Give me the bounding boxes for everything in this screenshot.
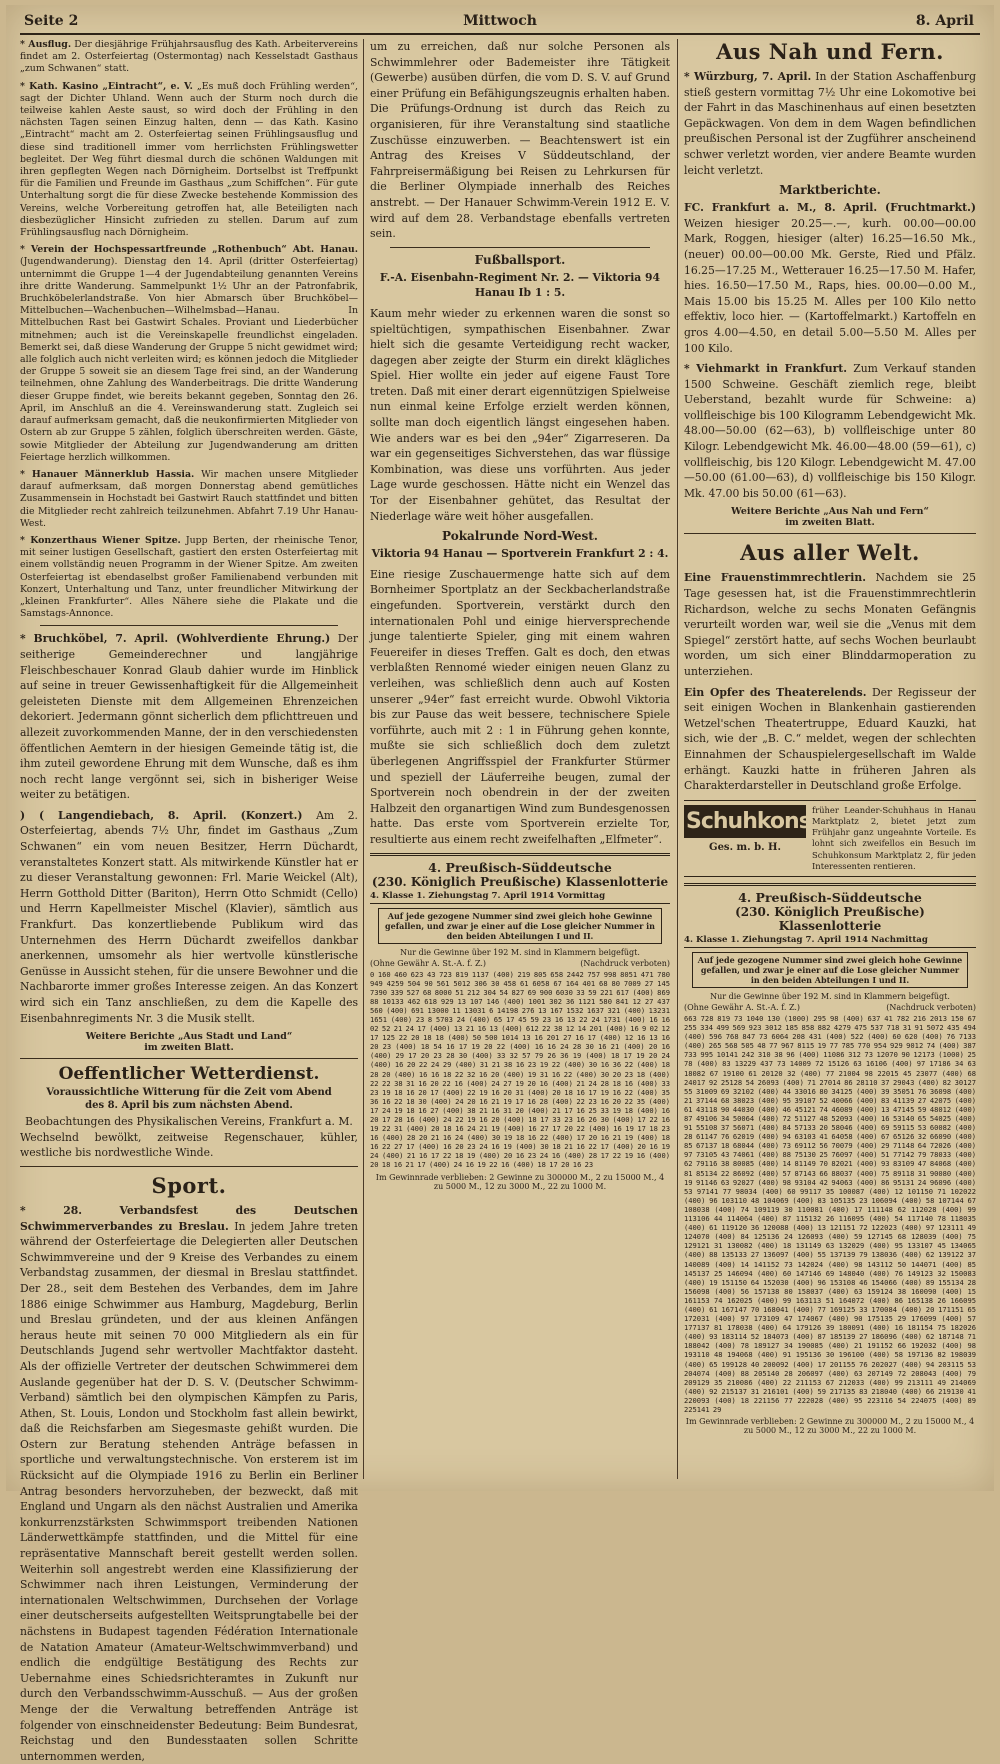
weekday: Mittwoch xyxy=(463,13,537,29)
divider xyxy=(684,533,976,534)
lottery-class-line: 4. Klasse 1. Ziehungstag 7. April 1914 Vormittag xyxy=(370,891,670,904)
near-far-title: Aus Nah und Fern. xyxy=(716,39,944,64)
article-suffragette: Eine Frauenstimmrechtlerin. Nachdem sie 25 Tage gesessen hat, ist die Frauenstimmrechtlerin Richardson, welche zu sechs Monaten Gefängnis verurteilt worden war, weil sie die „Venus mit dem Spiegel“ zerstört hatte, auf sechs Wochen beurlaubt worden, um sich einer Blinddarmoperation zu unterziehen. xyxy=(684,571,976,678)
market-title: Marktberichte. xyxy=(779,183,881,198)
world-section-title: Aus aller Welt. xyxy=(740,540,920,566)
divider xyxy=(40,625,338,626)
local-notices xyxy=(20,39,358,620)
lottery-notice-box: Auf jede gezogene Nummer sind zwei gleich hohe Gewinne gefallen, und zwar je einer auf die Lose gleicher Nummer in den beiden Abteilungen I und II. xyxy=(378,908,662,944)
newspaper-page xyxy=(6,5,994,1763)
more-reports-note: Weitere Berichte „Aus Nah und Fern“ im zweiten Blatt. xyxy=(731,506,929,529)
article-langendiebach: ) ( Langendiebach, 8. April. (Konzert.) Am 2. Osterfeiertag, abends 7½ Uhr, findet im Gasthaus „Zum Schwanen“ ein vom neuen Besitzer, Herrn Düchardt, veranstaltetes Konzert statt. Als mitwirkende Künstler hat er zu dieser Veranstaltung gewonnen: Frl. Marie Weickel (Alt), Herrn Gotthold Ditter (Bariton), Herrn Otto Schmidt (Cello) und Herrn Kapellmeister Mischel (Klavier), sämtlich aus Frankfurt. Das konzertliebende Publikum wird das Unternehmen des Herrn Düchardt zweifellos dankbar anerkennen, umsomehr als hier wertvolle künstlerische Genüsse in Aussicht stehen, für die unsere Bewohner und die Nachbarorte immer großes Interesse zeigen. An das Konzert wird sich ein Tanz anschließen, zu dem die Kapelle des Eisenbahnregiments Nr. 3 die Musik stellt. xyxy=(20,808,358,1025)
sport-article: * 28. Verbandsfest des Deutschen Schwimmerverbandes zu Breslau. In jedem Jahre treten während der Osterfeiertage die Delegierten aller Deutschen Schwimmvereine und der 9 Kreise des Verbandes zu einem Verbandstag zusammen, der diesmal in Breslau stattfindet. Der 28., seit dem Bestehen des Verbandes, dem im Jahre 1886 einige Schwimmer aus Hamburg, Magdeburg, Berlin und Breslau gründeten, und der aus kleinen Anfängen heraus heute mit seinen 70 000 Mitgliedern als ein für Deutschlands Jugend sehr wertvoller Machtfaktor dasteht. Als der offizielle Vertreter der deutschen Schwimmerei dem Auslande gegenüber hat der D. S. V. (Deutscher Schwimm-Verband) sämtlich bei den olympischen Kämpfen zu Paris, Athen, St. Louis, London und Stockholm fast allein bewirkt, daß die Reichsfarben am Siegesmaste gehißt wurden. Die Ostern zur Beratung stehenden Anträge befassen in sportliche und verwaltungstechnische. Von ersterem ist im Rücksicht auf die Olympiade 1916 zu Berlin ein Berliner Antrag besonders hervorzuheben, der bezweckt, daß mit England und Ungarn als den nächst Australien und Amerika konkurrenzstärksten Schwimmsport treibenden Nationen Länderwettkämpfe stattfinden, und die Mittel für eine repräsentative Mannschaft bereit gestellt werden sollen. Weiterhin soll angestrebt werden eine Klassifizierung der Schwimmer nach ihren Leistungen, Verminderung der internationalen Weltschwimmen, Durchsehen der Vorlage einer deutscherseits aufgestellten Weitsprungtabelle bei der nächstens in Budapest tagenden Fédération Internationale de Natation Amateur (Amateur-Weltschwimmverband) und endlich die endgültige Bestätigung des Rechts zur Uebernahme eines Schiedsrichteramtes in Zukunft nur durch den Verbandsschwimm-Ausschuß. — Aus der großen Menge der die Verwaltung betreffenden Anträge ist folgender von einschneidenster Bedeutung: Beim Bundesrat, Reichstag und den Bundesstaaten sollen Schritte unternommen werden, xyxy=(20,1203,358,1763)
column-rule-2 xyxy=(677,39,678,1479)
lottery-numbers: 663 728 819 73 1040 130 (1000) 295 98 (400) 637 41 782 216 2013 150 67 255 334 499 569 923 3012 185 858 882 4279 475 537 718 31 91 5072 435 494 (400) 596 768 847 73 6064 208 431 (400) 522 (400) 60 620 (400) 76 7133 (400) 265 568 505 48 77 967 8115 19 77 785 770 954 929 9012 74 (400) 387 733 995 10141 242 310 38 96 (400) 11086 312 73 12070 90 12173 (1000) 25 78 (400) 83 13229 437 73 14009 72 15126 63 16106 (400) 97 17186 34 63 18082 67 19100 61 20120 32 (400) 77 21004 98 22015 45 23077 (400) 68 24017 92 25128 54 26093 (400) 71 27014 86 28110 37 29043 (400) 82 30127 55 31009 69 32102 (400) 44 33016 80 34125 (400) 39 35051 76 36098 (400) 21 37144 68 38023 (400) 95 39107 52 40066 (400) 83 41139 27 42075 (400) 61 43118 90 44030 (400) 46 45121 74 46089 (400) 13 47145 59 48012 (400) 87 49106 34 50064 (400) 72 51127 48 52093 (400) 16 53140 65 54025 (400) 91 55108 37 56071 (400) 84 57133 20 58046 (400) 69 59115 53 60082 (400) 28 61147 76 62019 (400) 94 63103 41 64058 (400) 67 65126 32 66090 (400) 85 67137 18 68044 (400) 73 69112 56 70079 (400) 29 71148 64 72026 (400) 97 73105 43 74061 (400) 88 75130 25 76097 (400) 51 77142 79 78033 (400) 62 79116 38 80085 (400) 14 81149 70 82021 (400) 93 83109 47 84068 (400) 81 85134 22 86092 (400) 57 87143 66 88037 (400) 75 89118 31 90080 (400) 19 91146 63 92027 (400) 98 93104 42 94063 (400) 86 95131 24 96096 (400) 53 97141 77 98034 (400) 60 99117 35 100087 (400) 12 101150 71 102022 (400) 96 103110 48 104069 (400) 83 105135 23 106094 (400) 58 107144 67 108038 (400) 74 109119 30 110081 (400) 17 111148 62 112028 (400) 99 113106 44 114064 (400) 87 115132 26 116095 (400) 54 117140 78 118035 (400) 61 119120 36 120088 (400) 13 121151 72 122023 (400) 97 123111 49 124070 (400) 84 125136 24 126093 (400) 59 127145 68 128039 (400) 75 129121 31 130082 (400) 18 131149 63 132029 (400) 95 133107 45 134065 (400) 88 135133 27 136097 (400) 55 137139 79 138036 (400) 62 139122 37 140089 (400) 14 141152 73 142024 (400) 98 143112 50 144071 (400) 85 145137 25 146094 (400) 60 147146 69 148040 (400) 76 149123 32 150083 (400) 19 151150 64 152030 (400) 96 153108 46 154066 (400) 89 155134 28 156098 (400) 56 157138 80 158037 (400) 63 159124 38 160090 (400) 15 161153 74 162025 (400) 99 163113 51 164072 (400) 86 165138 26 166095 (400) 61 167147 70 168041 (400) 77 169125 33 170084 (400) 20 171151 65 172031 (400) 97 173109 47 174067 (400) 90 175135 29 176099 (400) 57 177137 81 178038 (400) 64 179126 39 180091 (400) 16 181154 75 182026 (400) 93 183114 52 184073 (400) 87 185139 27 186096 (400) 62 187148 71 188042 (400) 78 189127 34 190085 (400) 21 191152 66 192032 (400) 98 193110 48 194068 (400) 91 195136 30 196100 (400) 58 197136 82 198039 (400) 65 199128 40 200092 (400) 17 201155 76 202027 (400) 94 203115 53 204074 (400) 88 205140 28 206097 (400) 63 207149 72 208043 (400) 79 209129 35 210086 (400) 22 211153 67 212033 (400) 99 213111 49 214069 (400) 92 215137 31 216101 (400) 59 217135 83 218040 (400) 66 219130 41 220093 (400) 18 221156 77 222028 (400) 95 223116 54 224075 (400) 89 225141 29 xyxy=(684,1013,976,1414)
article-bruchkoebel: * Bruchköbel, 7. April. (Wohlverdiente Ehrung.) Der seitherige Gemeinderechner und langjährige Fleischbeschauer Konrad Glaub dahier wurde im Hinblick auf seine in treuer Gewissenhaftigkeit für die Allgemeinheit geleisteten Dienste mit dem Allgemeinen Ehrenzeichen dekoriert. Jedermann gönnt sicherlich dem pflichttreuen und allezeit zuvorkommenden Manne, der in den verschiedensten öffentlichen Aemtern in der hiesigen Gemeinde tätig ist, die ihm zuteil gewordene Ehrung mit dem Wunsche, daß es ihm noch recht lange vergönnt sei, sich in bisheriger Weise weiter zu betätigen. xyxy=(20,632,358,802)
regional-news xyxy=(20,631,358,1026)
weather-title: Oeffentlicher Wetterdienst. xyxy=(58,1064,320,1085)
article-wuerzburg: * Würzburg, 7. April. In der Station Aschaffenburg stieß gestern vormittag 7½ Uhr eine Lokomotive bei der Fahrt in das Maschinenhaus auf einen besetzten Gepäckwagen. Von dem in dem Wagen befindlichen preußischen Personal ist der Zugführer anscheinend schwer verletzt worden, vier andere Beamte wurden leicht verletzt. xyxy=(684,70,976,177)
football-report-1: Kaum mehr wieder zu erkennen waren die sonst so spieltüchtigen, sympathischen Eisenbahner. Zwar hielt sich die gesamte Verteidigung recht wacker, dagegen aber zeigte der Sturm ein direkt klägliches Spiel. Hier wollte ein jeder auf eigene Faust Tore treten. Daß mit einer derart eigennützigen Spielweise nun einmal keine Erfolge erzielt werden können, sollte man doch eigentlich längst eingesehen haben. Wie anders war es bei den „94er“ Zigarreseren. Da war ein gegenseitiges Sichverstehen, das war flüssige Kombination, was diese uns vorführten. Aus jeder Lage wurde geschossen. Hätte nicht ein Wenzel das Tor der Eisenbahner gehütet, das Resultat der Niederlage wäre weit höher ausgefallen. xyxy=(370,306,670,523)
running-header xyxy=(20,11,980,35)
divider xyxy=(20,1058,358,1059)
cup-round-title: Pokalrunde Nord-West. xyxy=(442,529,598,544)
notice-item: * Kath. Kasino „Eintracht“, e. V. „Es muß doch Frühling werden“, sagt der Dichter Uhland. Wenn auch der Sturm noch durch die teilweise kahlen Aeste saust, so wird doch der Frühling in den nächsten Tagen seinen Einzug halten, denn — das Kath. Kasino „Eintracht“ macht am 2. Osterfeiertag seinen Frühlingsausflug und diese sind traditionell immer vom herrlichsten Frühlingswetter begleitet. Der Weg führt diesmal durch die schönen Waldungen mit ihren gepflegten Wegen nach Dörnigheim. Dortselbst ist Treffpunkt für die Familien und Freunde im Gasthaus „zum Schiffchen“. Für gute Unterhaltung sorgt die für diese Zwecke bestehende Kommission des Vereins, welche Vorbereitung getroffen hat, alle Beteiligten nach diesbezüglicher Hinsicht zufrieden zu stellen. Darum auf zum Frühlingsausflug nach Dörnigheim. xyxy=(20,80,358,239)
sport-section-title: Sport. xyxy=(151,1172,227,1198)
page-number: Seite 2 xyxy=(24,13,79,29)
lottery-numbers: 0 160 460 623 43 723 819 1137 (400) 219 805 658 2442 757 998 8051 471 780 949 4259 504 90 561 5012 306 30 458 61 6058 67 164 401 68 80 7009 27 145 7390 339 527 68 8000 51 212 304 54 827 69 900 6030 33 59 221 617 (400) 869 88 10133 462 618 929 13 107 146 (400) 1001 302 36 1121 580 841 12 27 437 560 (400) 691 13000 11 13031 6 14198 276 13 167 1532 1637 321 (400) 13231 1651 (400) 23 8 5703 24 (400) 65 17 45 59 23 16 13 22 24 1731 (400) 16 16 02 52 21 24 17 (400) 13 21 16 13 (400) 612 22 38 12 14 201 (400) 16 9 02 12 17 125 22 20 18 18 (400) 50 500 1014 13 16 201 27 16 17 (400) 12 16 13 16 20 23 (400) 18 54 16 17 19 20 22 (400) 16 16 24 28 30 16 21 (400) 20 16 (400) 29 17 20 23 28 30 (400) 33 32 57 79 26 36 19 (400) 18 17 19 20 24 (400) 16 20 22 24 29 (400) 31 21 38 16 23 19 22 (400) 30 16 36 22 (400) 18 28 20 (400) 16 16 18 22 32 16 20 (400) 19 31 16 22 (400) 30 20 23 18 (400) 22 22 38 31 16 20 22 16 (400) 24 27 19 20 16 (400) 21 24 28 18 16 (400) 33 23 19 18 16 20 17 (400) 22 19 16 20 31 (400) 20 18 16 17 19 16 22 (400) 35 36 16 22 18 30 (400) 24 20 16 21 19 17 16 28 (400) 22 23 16 20 22 35 (400) 17 24 19 18 16 27 (400) 38 21 16 31 20 (400) 21 17 16 25 33 19 18 (400) 16 20 17 28 16 (400) 24 22 19 16 20 (400) 18 17 33 23 16 26 30 (400) 17 22 16 19 22 31 (400) 20 18 16 24 21 19 (400) 16 27 17 20 22 (400) 16 19 17 18 23 16 (400) 28 20 21 16 24 (400) 30 19 18 16 22 (400) 17 20 16 21 19 (400) 18 16 22 27 17 (400) 16 20 23 24 16 19 (400) 30 18 21 16 22 17 (400) 20 16 19 24 (400) 21 16 17 22 18 19 (400) 20 16 23 24 16 (400) 28 17 22 19 16 (400) 20 18 16 21 17 (400) 24 16 19 22 16 (400) 18 17 20 16 23 xyxy=(370,969,670,1170)
notice-item: * Ausflug. Der diesjährige Frühjahrsausflug des Kath. Arbeitervereins findet am 2. Osterfeiertag (Ostermontag) nach Kesselstadt Gasthaus „zum Schwanen“ statt. xyxy=(20,39,358,75)
divider xyxy=(390,247,650,248)
lottery-notice-box: Auf jede gezogene Nummer sind zwei gleich hohe Gewinne gefallen, und zwar je einer auf die Lose gleicher Nummer in den beiden Abteilungen I und II. xyxy=(692,952,968,988)
column-1 xyxy=(20,39,359,1763)
lottery-footer: Im Gewinnrade verblieben: 2 Gewinne zu 300000 M., 2 zu 15000 M., 4 zu 5000 M., 12 zu 3000 M., 22 zu 1000 M. xyxy=(685,1417,975,1436)
weather-forecast: Wechselnd bewölkt, zeitweise Regenschauer, kühler, westliche bis nordwestliche Winde. xyxy=(20,1130,358,1160)
cattle-market: * Viehmarkt in Frankfurt. Zum Verkauf standen 1500 Schweine. Geschäft ziemlich rege, bleibt Ueberstand, bezahlt wurde für Schweine: a) vollfleischige bis 100 Kilogramm Lebendgewicht Mk. 48.00—50.00 (62—63), b) vollfleischige unter 80 Kilogr. Lebendgewicht Mk. 46.00—48.00 (59—61), c) vollfleischig, bis 120 Kilogr. Lebendgewicht M. 47.00—50.00 (61.00—63), d) vollfleischige bis 150 Kilogr. Mk. 47.00 bis 50.00 (61—63). xyxy=(684,362,976,500)
football-match-2: Viktoria 94 Hanau — Sportverein Frankfurt 2 : 4. xyxy=(371,547,669,561)
notice-item: * Hanauer Männerklub Hassia. Wir machen unsere Mitglieder darauf aufmerksam, daß morgen Donnerstag abend gemütliches Zusammensein in Hochstadt bei Gastwirt Rauch stattfindet und bitten die Mitglieder recht zahlreich teilzunehmen. Abfahrt 7.19 Uhr Hanau-West. xyxy=(20,468,359,529)
lottery-class-line: 4. Klasse 1. Ziehungstag 7. April 1914 Nachmittag xyxy=(684,935,976,948)
column-3 xyxy=(684,39,976,1481)
column-rule-1 xyxy=(363,39,364,1479)
football-report-2: Eine riesige Zuschauermenge hatte sich auf dem Bornheimer Sportplatz an der Seckbacherlandstraße eingefunden. Sportverein, verstärkt durch den internationalen Pohl und einige hierversprechende junge talentierte Spieler, ging mit einem wahren Feuereifer in dieses Treffen. Galt es doch, den etwas verblaßten Rennomé wieder einigen neuen Glanz zu verleihen, was schließlich denn auch auf Kosten unserer „94er“ fast erreicht wurde. Obwohl Viktoria bis zur Pause das weit bessere, technischere Spiele vorführte, auch mit 2 : 1 in Führung gehen konnte, mußte sie sich schließlich doch dem zuletzt überlegenen Angriffsspiel der Frankfurter Stürmer und speziell der Läuferreihe beugen, zumal der Sportverein noch obendrein in der der zweiten Halbzeit den organartigen Wind zum Bundesgenossen hatte. Das erste vom Sportverein erzielte Tor, resultierte aus einem recht zweifelhaften „Elfmeter“. xyxy=(370,567,670,846)
lottery-afternoon: 4. Preußisch-Süddeutsche (230. Königlich Preußische) Klassenlotterie 4. Klasse 1. Ziehungstag 7. April 1914 Nachmittag Auf jede gezogene Nummer sind zwei gleich hohe Gewinne gefallen, und zwar je einer auf die Lose gleicher Nummer in den beiden Abteilungen I und II. Nur die Gewinne über 192 M. sind in Klammern beigefügt. (Ohne Gewähr A. St.-A. f. Z.) (Nachdruck verboten) 663 728 819 73 1040 130 (1000) 295 98 (400) 637 41 782 216 2013 150 67 255 334 499 569 923 3012 185 858 882 4279 475 537 718 31 91 5072 435 494 (400) 596 768 847 73 6064 208 431 (400) 522 (400) 60 620 (400) 76 7133 (400) 265 568 505 48 77 967 8115 19 77 785 770 954 929 9012 74 (400) 387 733 995 10141 242 310 38 96 (400) 11086 312 73 12070 90 12173 (1000) 25 78 (400) 83 13229 437 73 14009 72 15126 63 16106 (400) 97 17186 34 63 18082 67 19100 61 20120 32 (400) 77 21004 98 22015 45 23077 (400) 68 24017 92 25128 54 26093 (400) 71 27014 86 28110 37 29043 (400) 82 30127 55 31009 69 32102 (400) 44 33016 80 34125 (400) 39 35051 76 36098 (400) 21 37144 68 38023 (400) 95 39107 52 40066 (400) 83 41139 27 42075 (400) 61 43118 90 44030 (400) 46 45121 74 46089 (400) 13 47145 59 48012 (400) 87 49106 34 50064 (400) 72 51127 48 52093 (400) 16 53140 65 54025 (400) 91 55108 37 56071 (400) 84 57133 20 58046 (400) 69 59115 53 60082 (400) 28 61147 76 62019 (400) 94 63103 41 64058 (400) 67 65126 32 66090 (400) 85 67137 18 68044 (400) 73 69112 56 70079 (400) 29 71148 64 72026 (400) 97 73105 43 74061 (400) 88 75130 25 76097 (400) 51 77142 79 78033 (400) 62 79116 38 80085 (400) 14 81149 70 82021 (400) 93 83109 47 84068 (400) 81 85134 22 86092 (400) 57 87143 66 88037 (400) 75 89118 31 90080 (400) 19 91146 63 92027 (400) 98 93104 42 94063 (400) 86 95131 24 96096 (400) 53 97141 77 98034 (400) 60 99117 35 100087 (400) 12 101150 71 102022 (400) 96 103110 48 104069 (400) 83 105135 23 106094 (400) 58 107144 67 108038 (400) 74 109119 30 110081 (400) 17 111148 62 112028 (400) 99 113106 44 114064 (400) 87 115132 26 116095 (400) 54 117140 78 118035 (400) 61 119120 36 120088 (400) 13 121151 72 122023 (400) 97 123111 49 124070 (400) 84 125136 24 126093 (400) 59 127145 68 128039 (400) 75 129121 31 130082 (400) 18 131149 63 132029 (400) 95 133107 45 134065 (400) 88 135133 27 136097 (400) 55 137139 79 138036 (400) 62 139122 37 140089 (400) 14 141152 73 142024 (400) 98 143112 50 144071 (400) 85 145137 25 146094 (400) 60 147146 69 148040 (400) 76 149123 32 150083 (400) 19 151150 64 152030 (400) 96 153108 46 154066 (400) 89 155134 28 156098 (400) 56 157138 80 158037 (400) 63 159124 38 160090 (400) 15 161153 74 162025 (400) 99 163113 51 164072 (400) 86 165138 26 166095 (400) 61 167147 70 168041 (400) 77 169125 33 170084 (400) 20 171151 65 172031 (400) 97 173109 47 174067 (400) 90 175135 29 176099 (400) 57 177137 81 178038 (400) 64 179126 39 180091 (400) 16 181154 75 182026 (400) 93 183114 52 184073 (400) 87 185139 27 186096 (400) 62 187148 71 188042 (400) 78 189127 34 190085 (400) 21 191152 66 192032 (400) 98 193110 48 194068 (400) 91 195136 30 196100 (400) 58 197136 82 198039 (400) 65 199128 40 200092 (400) 17 201155 76 202027 (400) 94 203115 53 204074 (400) 88 205140 28 206097 (400) 63 207149 72 208043 (400) 79 209129 35 210086 (400) 22 211153 67 212033 (400) 99 213111 49 214069 (400) 92 215137 31 216101 (400) 59 217135 83 218040 (400) 66 219130 41 220093 (400) 18 221156 77 222028 (400) 95 223116 54 224075 (400) 89 225141 29 Im Gewinnrade verblieben: 2 Gewinne zu 300000 M., 2 zu 15000 M., 4 zu 5000 M., 12 zu 3000 M., 22 zu 1000 M. xyxy=(684,883,976,1435)
fruit-market: FC. Frankfurt a. M., 8. April. (Fruchtmarkt.) Weizen hiesiger 20.25—.—, kurh. 00.00—00.00 Mark, Roggen, hiesiger (alter) 16.25—16.50 Mk., (neuer) 00.00—00.00 Mk. Gerste, Ried und Pfälz. 16.25—17.25 M., Wetterauer 16.25—17.50 M. Hafer, hies. 16.50—17.50 M., Raps, hies. 00.00—0.00 M., Mais 15.00 bis 15.25 M. Alles per 100 Kilo netto effektiv, loco hier. — (Kartoffelmarkt.) Kartoffeln en gros 4.00—4.50, en detail 5.00—5.50 M. Alles per 100 Kilo. xyxy=(684,201,976,355)
lottery-footer: Im Gewinnrade verblieben: 2 Gewinne zu 300000 M., 2 zu 15000 M., 4 zu 5000 M., 12 zu 3000 M., 22 zu 1000 M. xyxy=(375,1172,665,1191)
column-2 xyxy=(370,39,670,1481)
notice-item: * Verein der Hochspessartfreunde „Rothenbuch“ Abt. Hanau. (Jugendwanderung). Dienstag den 14. April (dritter Osterfeiertag) unternimmt die Gruppe 1—4 der Jugendabteilung genannten Vereins ihre dritte Wanderung. Sammelpunkt 1½ Uhr an der Patronfabrik, Bruchköbelerlandstraße. Von hier Abmarsch über Bruchköbel—Mittelbuchen—Wachenbuchen—Wilhelmsbad—Hanau. In Mittelbuchen Rast bei Gastwirt Schales. Proviant und Liederbücher mitnehmen; auch ist die Vereinskapelle freundlichst eingeladen. Bemerkt sei, daß diese Wanderung der Gruppe 5 nicht gewidmet wird; alle folglich auch nicht verleiten wird; es können jedoch die Mitglieder der Gruppe 5 soweit sie an diesem Tage frei sind, an der Wanderung teilnehmen, ohne Zahlung des Wanderbeitrags. Die dritte Wanderung dieser Gruppe findet, wie bereits bekannt gegeben, Sonntag den 26. April, im Anschluß an die 4. Vereinswanderung statt. Zugleich sei darauf aufmerksam gemacht, daß die neukonfirmierten Mitglieder von Ostern ab zur Gruppe 5 zählen, folglich überschreiten werden. Gäste, sowie Mitglieder der Abteilung zur Jugendwanderung am dritten Feiertage herzlich willkommen. xyxy=(20,244,358,463)
more-reports-note: Weitere Berichte „Aus Stadt und Land“ im zweiten Blatt. xyxy=(85,1031,293,1054)
ad-logo: Schuhkonsum xyxy=(684,805,806,838)
weather-service: Oeffentlicher Wetterdienst. Voraussichtliche Witterung für die Zeit vom Abend des 8. April bis zum nächsten Abend. Beobachtungen des Physikalischen Vereins, Frankfurt a. M. Wechselnd bewölkt, zeitweise Regenschauer, kühler, westliche bis nordwestliche Winde. xyxy=(20,1064,358,1160)
lottery-morning: 4. Preußisch-Süddeutsche (230. Königlich Preußische) Klassenlotterie 4. Klasse 1. Ziehungstag 7. April 1914 Vormittag Auf jede gezogene Nummer sind zwei gleich hohe Gewinne gefallen, und zwar je einer auf die Lose gleicher Nummer in den beiden Abteilungen I und II. Nur die Gewinne über 192 M. sind in Klammern beigefügt. (Ohne Gewähr A. St.-A. f. Z.) (Nachdruck verboten) 0 160 460 623 43 723 819 1137 (400) 219 805 658 2442 757 998 8051 471 780 949 4259 504 90 561 5012 306 30 458 61 6058 67 164 401 68 80 7009 27 145 7390 339 527 68 8000 51 212 304 54 827 69 900 6030 33 59 221 617 (400) 869 88 10133 462 618 929 13 107 146 (400) 1001 302 36 1121 580 841 12 27 437 560 (400) 691 13000 11 13031 6 14198 276 13 167 1532 1637 321 (400) 13231 1651 (400) 23 8 5703 24 (400) 65 17 45 59 23 16 13 22 24 1731 (400) 16 16 02 52 21 24 17 (400) 13 21 16 13 (400) 612 22 38 12 14 201 (400) 16 9 02 12 17 125 22 20 18 18 (400) 50 500 1014 13 16 201 27 16 17 (400) 12 16 13 16 20 23 (400) 18 54 16 17 19 20 22 (400) 16 16 24 28 30 16 21 (400) 20 16 (400) 29 17 20 23 28 30 (400) 33 32 57 79 26 36 19 (400) 18 17 19 20 24 (400) 16 20 22 24 29 (400) 31 21 38 16 23 19 22 (400) 30 16 36 22 (400) 18 28 20 (400) 16 16 18 22 32 16 20 (400) 19 31 16 22 (400) 30 20 23 18 (400) 22 22 38 31 16 20 22 16 (400) 24 27 19 20 16 (400) 21 24 28 18 16 (400) 33 23 19 18 16 20 17 (400) 22 19 16 20 31 (400) 20 18 16 17 19 16 22 (400) 35 36 16 22 18 30 (400) 24 20 16 21 19 17 16 28 (400) 22 23 16 20 22 35 (400) 17 24 19 18 16 27 (400) 38 21 16 31 20 (400) 21 17 16 25 33 19 18 (400) 16 20 17 28 16 (400) 24 22 19 16 20 (400) 18 17 33 23 16 26 30 (400) 17 22 16 19 22 31 (400) 20 18 16 24 21 19 (400) 16 27 17 20 22 (400) 16 19 17 18 23 16 (400) 28 20 21 16 24 (400) 30 19 18 16 22 (400) 17 20 16 21 19 (400) 18 16 22 27 17 (400) 16 20 23 24 16 19 (400) 30 18 21 16 22 17 (400) 20 16 19 24 (400) 21 16 17 22 18 19 (400) 20 16 23 24 16 (400) 28 17 22 19 16 (400) 20 18 16 21 17 (400) 24 16 19 22 16 (400) 18 17 20 16 23 Im Gewinnrade verblieben: 2 Gewinne zu 300000 M., 2 zu 15000 M., 4 zu 5000 M., 12 zu 3000 M., 22 zu 1000 M. xyxy=(370,853,670,1191)
football-title: Fußballsport. xyxy=(474,252,566,267)
advertisement-schuhkonsum: Schuhkonsum Ges. m. b. H. früher Leander-Schuhhaus in Hanau Marktplatz 2, bietet jetzt zum Frühjahr ganz ungeahnte Vorteile. Es lohnt sich zweifellos ein Besuch im Schuhkonsum Marktplatz 2, für jeden Interessenten rentieren. xyxy=(684,800,976,877)
divider xyxy=(20,1166,358,1167)
issue-date: 8. April xyxy=(915,13,974,29)
football-match-1: F.-A. Eisenbahn-Regiment Nr. 2. — Viktoria 94 Hanau Ib 1 : 5. xyxy=(379,270,661,300)
notice-item: * Konzerthaus Wiener Spitze. Jupp Berten, der rheinische Tenor, mit seiner lustigen Gesellschaft, gastiert den ersten Osterfeiertag mit einem vollständig neuen Programm in der Wiener Spitze. Am zweiten Osterfeiertag ist ebendaselbst großer Familienabend verbunden mit Konzert, Unterhaltung und Tanz, unter freundlicher Mitwirkung der „kleinen Frankfurter“. Alles Nähere siehe die Plakate und die Samstags-Annonce. xyxy=(20,534,358,620)
sport-continued: um zu erreichen, daß nur solche Personen als Schwimmlehrer oder Bademeister ihre Tätigkeit (Gewerbe) ausüben dürfen, die vom D. S. V. auf Grund einer Prüfung ein Befähigungszeugnis erhalten haben. Die Prüfungs-Ordnung ist durch das Reich zu organisieren, für ihre Veranstaltung sind staatliche Zuschüsse einzuwerben. — Beachtenswert ist ein Antrag des Kreises V Süddeutschland, der Fahrpreisermäßigung bei Reisen zu Lehrkursen für die Berliner Olympiade innerhalb des Reiches anstrebt. — Der Hanauer Schwimm-Verein 1912 E. V. wird auf dem 28. Verbandstage ebenfalls vertreten sein. xyxy=(370,40,670,241)
article-theatre: Ein Opfer des Theaterelends. Der Regisseur der seit einigen Wochen in Blankenhain gastierenden Wetzel'schen Theatertruppe, Eduard Kauzki, hat sich, wie der „B. C.“ meldet, wegen der schlechten Einnahmen der Schauspielergesellschaft im Walde erhängt. Kauzki hatte in früheren Jahren als Charakterdarsteller in Deutschland große Erfolge. xyxy=(684,685,976,793)
